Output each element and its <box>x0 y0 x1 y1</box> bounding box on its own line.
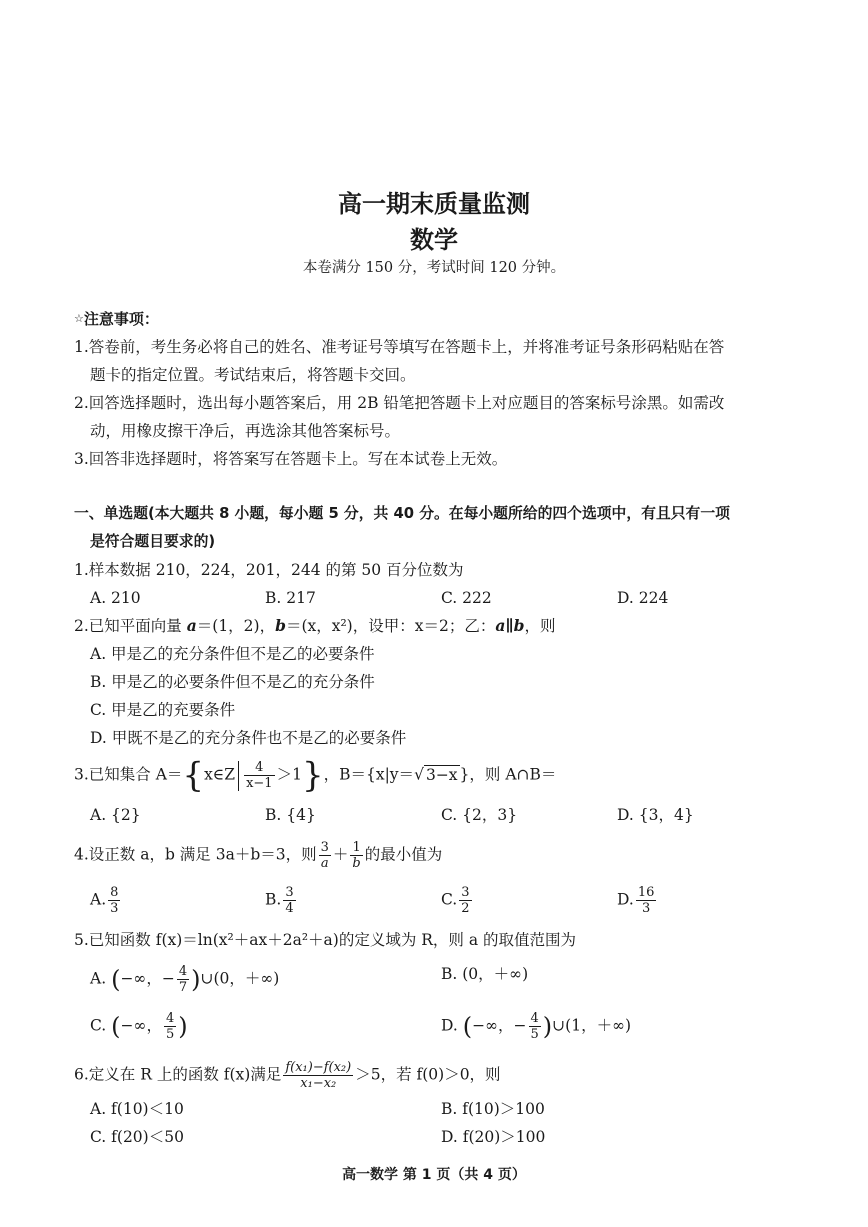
q2-option-c: C. 甲是乙的充要条件 <box>90 701 236 719</box>
page-footer: 高一数学 第 1 页（共 4 页） <box>342 1167 526 1183</box>
q3-option-d: D. {3，4} <box>617 806 694 824</box>
q2-option-d: D. 甲既不是乙的充分条件也不是乙的必要条件 <box>90 729 407 747</box>
notice-item: 1.答卷前，考生务必将自己的姓名、准考证号等填写在答题卡上，并将准考证号条形码粘贴在答 <box>74 338 725 356</box>
notice-heading: ☆注意事项： <box>74 310 159 328</box>
subject-title: 数学 <box>410 226 458 254</box>
question-1-stem: 1.样本数据 210，224，201，244 的第 50 百分位数为 <box>74 561 464 579</box>
notice-item: 动，用橡皮擦干净后，再选涂其他答案标号。 <box>90 422 401 440</box>
q4-option-d: D. $\frac{16}{3}$ <box>617 885 655 916</box>
q6-option-c: C. f(20)＜50 <box>90 1128 184 1146</box>
exam-title: 高一期末质量监测 <box>338 190 530 218</box>
q3-option-a: A. {2} <box>90 806 141 824</box>
question-3-stem: 3.已知集合 A＝{x∈Z $\frac{4}{x-1}$ ＞1}，B＝{x|y＝√ 3−x }，则 A∩B＝ <box>74 755 557 796</box>
q4-option-b: B. $\frac{3}{4}$ <box>265 885 294 916</box>
q5-option-a: A. (−∞，− $\frac{4}{7}$ )∪(0，＋∞) <box>90 964 280 995</box>
q4-option-c: C. $\frac{3}{2}$ <box>441 885 470 916</box>
q4-option-a: A. $\frac{8}{3}$ <box>90 885 119 916</box>
section-heading: 一、单选题(本大题共 8 小题，每小题 5 分，共 40 分。在每小题所给的四个选项中，有且只有一项 <box>74 505 730 522</box>
question-2-stem: 2.已知平面向量 a＝(1，2)，b＝(x，x²)，设甲：x＝2；乙：a∥b，则 <box>74 616 556 635</box>
star-icon: ☆ <box>74 312 84 325</box>
notice-item: 3.回答非选择题时，将答案写在答题卡上。写在本试卷上无效。 <box>74 450 508 468</box>
q3-option-c: C. {2，3} <box>441 806 518 824</box>
q1-option-b: B. 217 <box>265 589 316 607</box>
q5-option-b: B. (0，＋∞) <box>441 965 529 983</box>
q1-option-d: D. 224 <box>617 589 669 607</box>
q2-option-b: B. 甲是乙的必要条件但不是乙的充分条件 <box>90 673 375 691</box>
exam-info: 本卷满分 150 分，考试时间 120 分钟。 <box>302 260 566 276</box>
question-4-stem: 4.设正数 a，b 满足 3a＋b＝3，则 $\frac{3}{a}$ ＋ $\frac{1}{b}$ 的最小值为 <box>74 840 443 871</box>
notice-item: 题卡的指定位置。考试结束后，将答题卡交回。 <box>90 366 416 384</box>
q6-option-d: D. f(20)＞100 <box>441 1128 546 1146</box>
q6-option-b: B. f(10)＞100 <box>441 1100 545 1118</box>
q1-option-c: C. 222 <box>441 589 492 607</box>
question-5-stem: 5.已知函数 f(x)＝ln(x²＋ax＋2a²＋a)的定义域为 R，则 a 的取值范围为 <box>74 931 577 949</box>
q5-option-d: D. (−∞，− $\frac{4}{5}$ )∪(1，＋∞) <box>441 1011 632 1042</box>
question-6-stem: 6.定义在 R 上的函数 f(x)满足 $\frac{\text{f(x₁)−f(x₂)}}{\text{x₁−x₂}}$ ＞5，若 f(0)＞0，则 <box>74 1060 501 1091</box>
q1-option-a: A. 210 <box>90 589 141 607</box>
q6-option-a: A. f(10)＜10 <box>90 1100 184 1118</box>
section-heading-cont: 是符合题目要求的) <box>90 533 216 550</box>
notice-item: 2.回答选择题时，选出每小题答案后，用 2B 铅笔把答题卡上对应题目的答案标号涂黑。如需改 <box>74 394 725 412</box>
q5-option-c: C. (−∞， $\frac{4}{5}$ ) <box>90 1011 188 1042</box>
q3-option-b: B. {4} <box>265 806 316 824</box>
q2-option-a: A. 甲是乙的充分条件但不是乙的必要条件 <box>90 645 375 663</box>
